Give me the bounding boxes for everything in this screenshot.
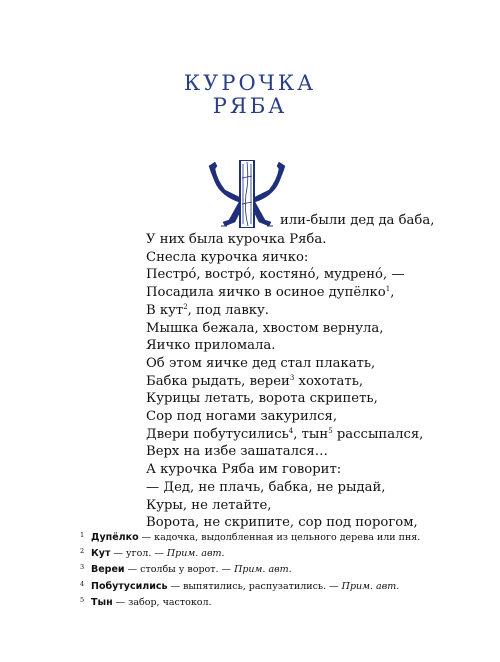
poem-line-text: Мышка бежала, хвостом вернула,: [146, 320, 384, 336]
footnote-author-mark: Прим. авт.: [234, 564, 292, 576]
footnote-text: — забор, частокол.: [112, 596, 212, 608]
poem-line: [146, 266, 423, 284]
footnote-text: — кадочка, выдолбленная из цельного дерева или пня.: [138, 532, 421, 543]
footnote-text: — столбы у ворот. —: [124, 564, 235, 576]
footnote-term: Дупёлко: [91, 532, 139, 543]
poem-line: [146, 355, 423, 373]
footnote-ref: 1: [385, 285, 391, 294]
poem-line-text: рассыпался,: [332, 426, 424, 442]
poem-line: [146, 337, 423, 355]
poem-line: [146, 249, 423, 267]
poem-line: [146, 373, 423, 391]
footnote-ref: 3: [289, 373, 295, 382]
poem-line: [146, 284, 423, 302]
footnote-author-mark: Прим. авт.: [166, 548, 225, 560]
poem-first-line: или-были дед да баба,: [280, 213, 435, 228]
drop-cap-zhe-illustration: [203, 160, 291, 228]
poem-line: [146, 497, 423, 515]
title-line-1: КУРОЧКА: [183, 71, 317, 95]
footnote-item: [80, 546, 420, 562]
footnote-item: [80, 562, 420, 578]
poem-line-text: Яичко приломала.: [146, 338, 276, 354]
poem-line-text: Ворота, не скрипите, сор под порогом,: [146, 515, 418, 531]
poem-line: [146, 231, 423, 249]
footnote-number: 1: [80, 531, 85, 539]
poem-line-text: У них была курочка Ряба.: [146, 232, 327, 247]
footnote-number: 5: [80, 595, 85, 604]
poem-line: [146, 479, 423, 497]
footnote-text: — выпятились, распузатились. —: [167, 580, 342, 592]
poem-line-text: Двери побутусились: [146, 426, 289, 442]
poem-line: [146, 408, 423, 426]
poem-line: [146, 426, 423, 444]
footnote-author-mark: Прим. авт.: [341, 580, 400, 592]
footnote-number: 2: [80, 547, 85, 556]
footnote-item: [80, 595, 420, 611]
footnote-term: Вереи: [91, 564, 125, 576]
title-line-2: РЯБА: [212, 94, 288, 118]
footnote-item: [80, 579, 420, 595]
footnote-text: — угол. —: [110, 548, 167, 560]
poem-line-text: Куры, не летайте,: [146, 497, 272, 513]
footnotes: [80, 530, 420, 611]
footnote-ref: 2: [183, 302, 188, 311]
poem-line-text: ,: [390, 285, 395, 301]
footnote-term: Кут: [91, 548, 111, 560]
poem-line-text: Об этом яичке дед стал плакать,: [146, 355, 376, 371]
footnote-ref: 5: [328, 426, 333, 435]
poem-line: [146, 461, 423, 479]
poem-line-text: Пестрó, вострó, костянó, мудренó, —: [146, 267, 405, 283]
poem-line: [146, 390, 423, 408]
poem-line-text: Снесла курочка яичко:: [146, 249, 309, 265]
poem-line-text: В кут: [146, 302, 184, 318]
poem-line-text: Бабка рыдать, вереи: [146, 373, 290, 389]
poem-line-text: А курочка Ряба им говорит:: [146, 462, 342, 478]
poem-line-text: Посадила яичко в осиное дупёлко: [146, 285, 386, 301]
poem-line-text: — Дед, не плачь, бабка, не рыдай,: [146, 479, 386, 495]
poem-line-text: Сор под ногами закурился,: [146, 409, 338, 425]
footnote-term: Тын: [91, 596, 113, 608]
poem-line-text: , тын: [293, 426, 329, 442]
footnote-number: 3: [80, 563, 85, 572]
footnote-term: Побутусились: [91, 580, 168, 592]
poem-line-text: Курицы летать, ворота скрипеть,: [146, 391, 378, 407]
poem-line-text: хохотать,: [294, 373, 364, 389]
poem-line: [146, 443, 423, 461]
poem-line: [146, 302, 423, 320]
poem-body: [146, 231, 423, 532]
poem-line: [146, 320, 423, 338]
poem-line-text: Верх на избе зашатался…: [146, 444, 328, 460]
poem-line-text: , под лавку.: [187, 302, 269, 318]
footnote-number: 4: [80, 579, 85, 588]
footnote-ref: 4: [288, 426, 294, 435]
footnote-item: [80, 530, 420, 546]
